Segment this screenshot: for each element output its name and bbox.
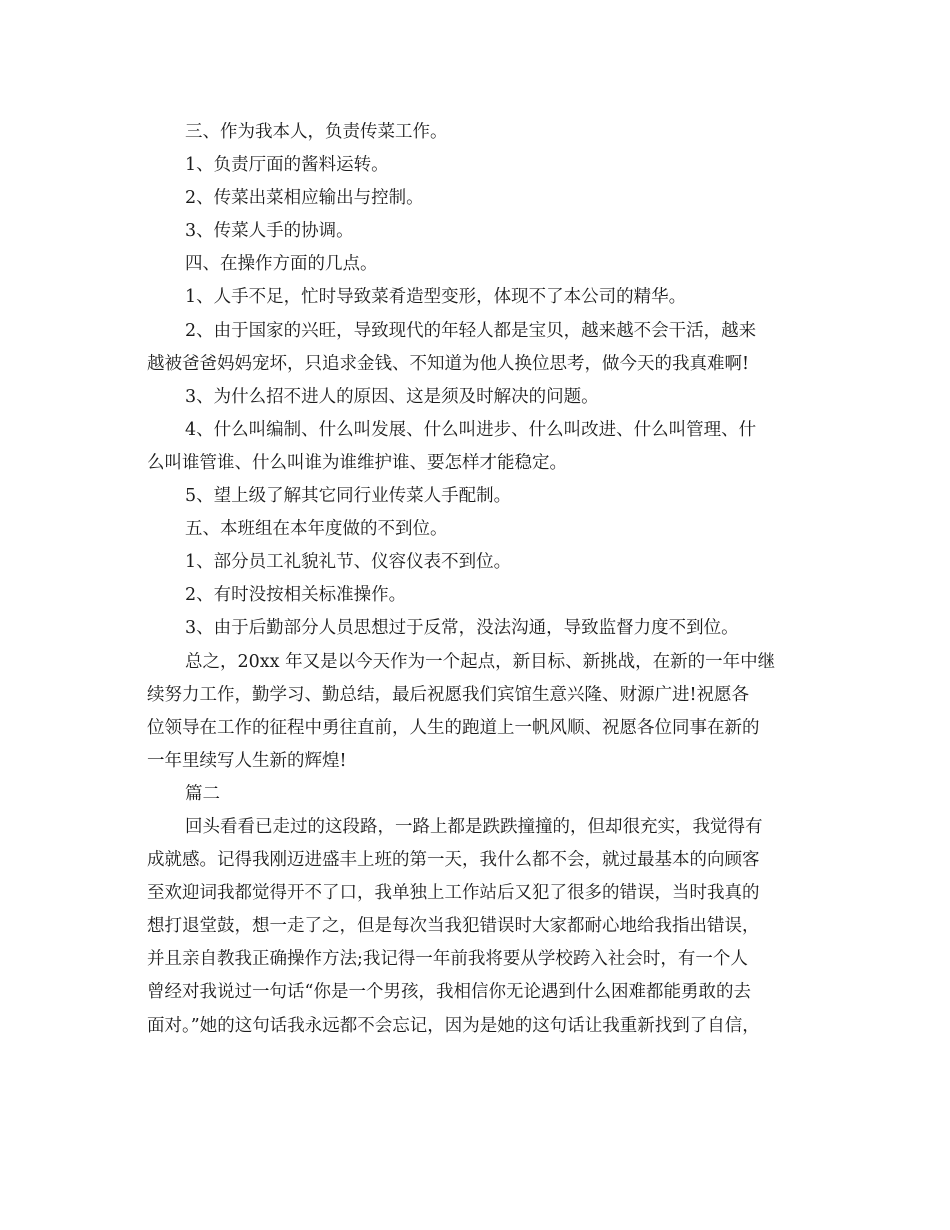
text-line: 2、有时没按相关标准操作。 <box>185 585 407 606</box>
text-line: 一年里续写人生新的辉煌! <box>147 750 347 771</box>
text-line: 成就感。记得我刚迈进盛丰上班的第一天，我什么都不会，就过最基本的向顾客 <box>147 850 760 871</box>
text-line: 并且亲自教我正确操作方法;我记得一年前我将要从学校跨入社会时，有一个人 <box>147 949 748 970</box>
text-line: 面对。”她的这句话我永远都不会忘记，因为是她的这句话让我重新找到了自信， <box>147 1015 760 1036</box>
text-line: 2、传菜出菜相应输出与控制。 <box>185 188 424 209</box>
text-line: 总之，20xx 年又是以今天作为一个起点，新目标、新挑战，在新的一年中继 <box>185 651 776 672</box>
text-line: 1、部分员工礼貌礼节、仪容仪表不到位。 <box>185 552 512 573</box>
text-line: 5、望上级了解其它同行业传菜人手配制。 <box>185 486 512 507</box>
text-line: 越被爸爸妈妈宠坏，只追求金钱、不知道为他人换位思考，做今天的我真难啊! <box>147 353 750 374</box>
text-line: 1、负责厅面的酱料运转。 <box>185 155 389 176</box>
text-line: 3、由于后勤部分人员思想过于反常，没法沟通，导致监督力度不到位。 <box>185 618 739 639</box>
text-line: 至欢迎词我都觉得开不了口，我单独上工作站后又犯了很多的错误，当时我真的 <box>147 883 760 904</box>
text-line: 续努力工作，勤学习、勤总结，最后祝愿我们宾馆生意兴隆、财源广进!祝愿各 <box>147 684 750 705</box>
text-line: 篇二 <box>185 783 220 804</box>
text-line: 4、什么叫编制、什么叫发展、什么叫进步、什么叫改进、什么叫管理、什 <box>185 419 757 440</box>
text-line: 三、作为我本人，负责传菜工作。 <box>185 122 448 142</box>
text-line: 四、在操作方面的几点。 <box>185 254 378 275</box>
text-line: 曾经对我说过一句话“你是一个男孩，我相信你无论遇到什么困难都能勇敢的去 <box>147 982 751 1003</box>
text-line: 3、为什么招不进人的原因、这是须及时解决的问题。 <box>185 386 599 407</box>
text-line: 3、传菜人手的协调。 <box>185 221 354 242</box>
text-line: 回头看看已走过的这段路，一路上都是跌跌撞撞的，但却很充实，我觉得有 <box>185 816 763 837</box>
document-body <box>147 116 807 1043</box>
text-line: 1、人手不足，忙时导致菜肴造型变形，体现不了本公司的精华。 <box>185 287 687 308</box>
text-line: 位领导在工作的征程中勇往直前，人生的跑道上一帆风顺、祝愿各位同事在新的 <box>147 717 760 738</box>
text-line: 么叫谁管谁、什么叫谁为谁维护谁、要怎样才能稳定。 <box>147 452 567 473</box>
text-line: 想打退堂鼓，想一走了之，但是每次当我犯错误时大家都耐心地给我指出错误， <box>147 916 760 937</box>
text-line: 五、本班组在本年度做的不到位。 <box>185 519 448 540</box>
text-line: 2、由于国家的兴旺，导致现代的年轻人都是宝贝，越来越不会干活，越来 <box>185 320 757 341</box>
